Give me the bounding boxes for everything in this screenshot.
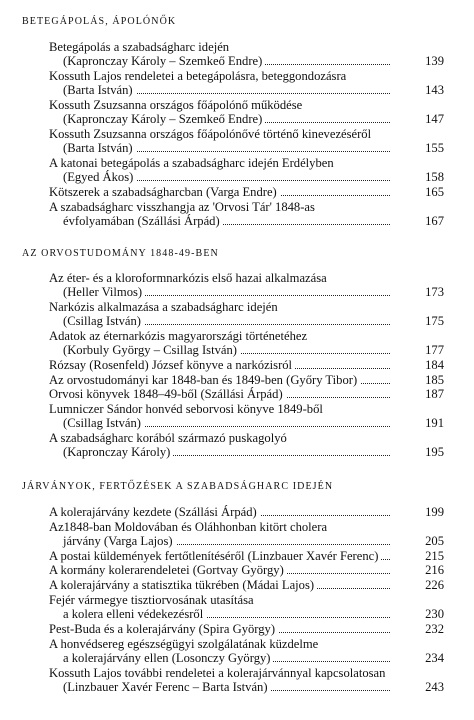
page-number: 230	[392, 607, 444, 621]
page-number: 243	[392, 680, 444, 694]
page-number: 167	[392, 214, 444, 228]
page-number: 139	[392, 54, 444, 68]
page-number: 147	[392, 112, 444, 126]
entry-line: Lumniczer Sándor honvéd seborvosi könyve 1849-ből	[49, 402, 323, 417]
entry-line: Adatok az éternarkózis magyarországi történetéhez	[49, 329, 308, 343]
entry-line: a kolera elleni védekezésről	[63, 607, 206, 621]
page-number: 187	[392, 387, 444, 401]
entry-line: évfolyamában (Szállási Árpád)	[63, 214, 223, 228]
section-title: JÁRVÁNYOK, FERTŐZÉSEK A SZABADSÁGHARC IDEJÉN	[22, 481, 334, 492]
entry-line: A honvédsereg egészségügyi szolgálatának küzdelme	[49, 636, 319, 651]
toc-entry-row	[63, 416, 444, 430]
entry-line: (Heller Vilmos)	[63, 285, 145, 299]
page-number: 216	[392, 563, 444, 577]
entry-line: (Csillag István)	[63, 416, 144, 430]
page-number: 177	[392, 343, 444, 357]
entry-line: Kötszerek a szabadságharcban (Varga Endre)	[49, 185, 280, 199]
page-number: 143	[392, 83, 444, 97]
toc-entry-row	[63, 54, 444, 68]
toc-entry-row	[63, 680, 444, 694]
entry-line: Pest-Buda és a kolerajárvány (Spira György)	[49, 622, 278, 636]
entry-line: (Kapronczay Károly)	[63, 445, 173, 459]
toc-entry-row	[49, 387, 444, 401]
entry-line: A szabadságharc visszhangja az 'Orvosi Tár' 1848-as	[49, 199, 315, 214]
toc-entry-row	[63, 534, 444, 548]
entry-line: A katonai betegápolás a szabadságharc idején Erdélyben	[49, 156, 334, 170]
entry-line: Kossuth Lajos rendeletei a betegápolásra, beteggondozásra	[49, 69, 347, 83]
entry-line: A kolerajárvány kezdete (Szállási Árpád)	[49, 505, 260, 519]
toc-entry-row	[63, 285, 444, 299]
toc-entry-row	[63, 170, 444, 184]
page-number: 195	[392, 445, 444, 459]
section-title: AZ ORVOSTUDOMÁNY 1848-49-BEN	[22, 248, 219, 259]
entry-line: A szabadságharc korából származó puskagolyó	[49, 431, 287, 446]
page-number: 215	[392, 549, 444, 563]
page-number: 155	[392, 141, 444, 155]
entry-line: (Linzbauer Xavér Ferenc – Barta István)	[63, 680, 271, 694]
page-number: 191	[392, 416, 444, 430]
entry-line: Narkózis alkalmazása a szabadságharc idején	[49, 300, 278, 314]
toc-entry-row	[49, 563, 444, 577]
entry-line: Rózsay (Rosenfeld) József könyve a narkózisról	[49, 358, 295, 372]
entry-line: (Barta István)	[63, 141, 136, 155]
entry-line: Betegápolás a szabadságharc idején	[49, 40, 230, 54]
toc-entry-row	[49, 578, 444, 592]
entry-line: járvány (Varga Lajos)	[63, 534, 176, 548]
entry-line: Az éter- és a kloroformnarkózis első hazai alkalmazása	[49, 271, 327, 285]
entry-line: (Korbuly György – Csillag István)	[63, 343, 240, 357]
entry-line: Orvosi könyvek 1848–49-ből (Szállási Árpád)	[49, 387, 286, 401]
entry-line: A kolerajárvány a statisztika tükrében (Mádai Lajos)	[49, 578, 317, 592]
page-number: 158	[392, 170, 444, 184]
page-number: 175	[392, 314, 444, 328]
page-number: 199	[392, 505, 444, 519]
entry-line: (Barta István)	[63, 83, 136, 97]
toc-entry-row	[49, 358, 444, 372]
toc-entry-row	[63, 214, 444, 228]
entry-line: (Kapronczay Károly – Szemkeő Endre)	[63, 112, 265, 126]
entry-line: (Egyed Ákos)	[63, 170, 136, 184]
entry-line: Az orvostudományi kar 1848-ban és 1849-ben (Győry Tibor)	[49, 373, 360, 387]
entry-line: A kormány kolerarendeletei (Gortvay György)	[49, 563, 287, 577]
toc-entry-row	[63, 314, 444, 328]
page-number: 173	[392, 285, 444, 299]
toc-entry-row	[49, 373, 444, 387]
toc-entry-row	[49, 505, 444, 519]
page-number: 205	[392, 534, 444, 548]
page-number: 185	[392, 373, 444, 387]
page-number: 234	[392, 651, 444, 665]
toc-entry-row	[63, 445, 444, 459]
toc-entry-row	[49, 185, 444, 199]
section-title: BETEGÁPOLÁS, ÁPOLÓNŐK	[22, 16, 177, 27]
toc-entry-row	[63, 141, 444, 155]
toc-entry-row	[63, 83, 444, 97]
page-number: 184	[392, 358, 444, 372]
entry-line: Kossuth Zsuzsanna országos főápolónővé történő kinevezéséről	[49, 127, 372, 141]
entry-line: a kolerajárvány ellen (Losonczy György)	[63, 651, 273, 665]
entry-line: (Csillag István)	[63, 314, 144, 328]
toc-entry-row	[63, 343, 444, 357]
entry-line: Kossuth Lajos további rendeletei a kolerajárvánnyal kapcsolatosan	[49, 665, 386, 680]
toc-entry-row	[49, 549, 444, 563]
toc-entry-row	[63, 651, 444, 665]
entry-line: (Kapronczay Károly – Szemkeő Endre)	[63, 54, 265, 68]
page-number: 165	[392, 185, 444, 199]
entry-line: Kossuth Zsuzsanna országos főápolónő működése	[49, 98, 303, 112]
toc-entry-row	[63, 607, 444, 621]
entry-line: Az1848-ban Moldovában és Oláhhonban kitört cholera	[49, 519, 328, 534]
page-number: 232	[392, 622, 444, 636]
toc-entry-row	[49, 622, 444, 636]
page-number: 226	[392, 578, 444, 592]
entry-line: A postai küldemények fertőtlenítéséről (Linzbauer Xavér Ferenc)	[49, 549, 381, 563]
entry-line: Fejér vármegye tisztiorvosának utasítása	[49, 592, 254, 607]
toc-entry-row	[63, 112, 444, 126]
